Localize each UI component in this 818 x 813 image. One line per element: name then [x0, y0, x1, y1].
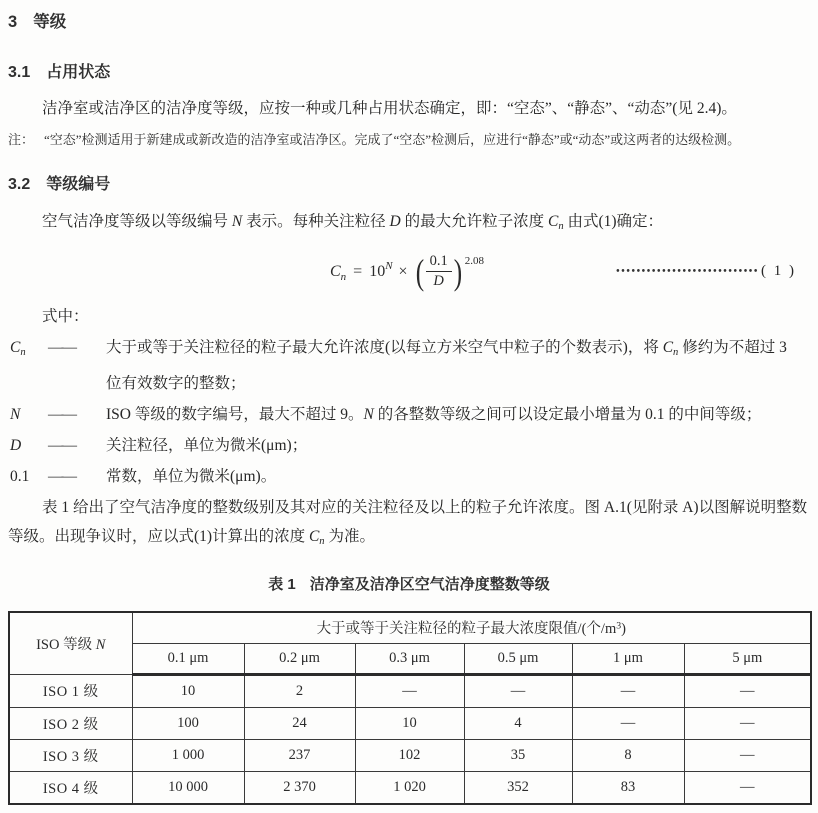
definition-d [10, 430, 810, 461]
cell: — [684, 771, 811, 804]
cell: — [684, 674, 811, 707]
cell: 1 000 [132, 739, 244, 771]
section-3-2-title: 等级编号 [46, 176, 111, 193]
definition-n-dash: —— [48, 405, 75, 423]
definition-d-term: D [10, 436, 22, 454]
cell: — [572, 674, 684, 707]
definition-01 [10, 461, 810, 492]
where-label: 式中： [42, 307, 89, 325]
cell: 1 020 [355, 771, 464, 804]
equation-1 [330, 253, 484, 291]
fraction-numerator: 0.1 [426, 253, 452, 272]
cell: 35 [464, 739, 572, 771]
definition-d-text: 关注粒径，单位为微米(μm)； [106, 436, 308, 454]
close-paren: ) [453, 251, 462, 292]
table-header-iso-class: ISO 等级 N [9, 612, 132, 675]
definition-n [10, 399, 810, 430]
formula-base: 10 [369, 262, 386, 280]
iso-cleanliness-class-table [8, 611, 812, 805]
class-number-paragraph: 空气洁净度等级以等级编号 N 表示。每种关注粒径 D 的最大允许粒子浓度 Cn 由式(1)确定： [42, 213, 664, 232]
cell: 24 [244, 707, 355, 739]
cell: 10 [355, 707, 464, 739]
note-label: 注： [8, 132, 35, 147]
table-intro-paragraph: 表 1 给出了空气洁净度的整数级别及其对应的关注粒径及以上的粒子允许浓度。图 A.1(见附录 A)以图解说明整数等级。出现争议时，应以式(1)计算出的浓度 Cn 为准。 [8, 498, 808, 547]
cell: 4 [464, 707, 572, 739]
formula-base-exponent: N [385, 259, 393, 272]
definition-cn-text: 大于或等于关注粒径的粒子最大允许浓度(以每立方米空气中粒子的个数表示)，将 Cn 修约为不超过 3 位有效数字的整数； [106, 338, 787, 392]
symbol-definitions [8, 332, 810, 492]
definition-cn-term: Cn [10, 338, 26, 358]
open-paren: ( [415, 251, 424, 292]
note-text: “空态”检测适用于新建成或新改造的洁净室或洁净区。完成了“空态”检测后，应进行“静态”或“动态”或这两者的达级检测。 [44, 132, 741, 147]
definition-n-text: ISO 等级的数字编号，最大不超过 9。N 的各整数等级之间可以设定最小增量为 0.1 的中间等级； [106, 405, 762, 423]
formula-exponent: 2.08 [464, 255, 484, 268]
row-label: ISO 4 级 [9, 771, 132, 804]
table-header-size-3: 0.5 μm [464, 643, 572, 674]
cell: 352 [464, 771, 572, 804]
cell: — [684, 707, 811, 739]
definition-cn-dash: —— [48, 338, 75, 356]
cell: 10 000 [132, 771, 244, 804]
cell: 237 [244, 739, 355, 771]
row-label: ISO 1 级 [9, 674, 132, 707]
row-label: ISO 2 级 [9, 707, 132, 739]
definition-01-dash: —— [48, 467, 75, 485]
section-3-title: 等级 [33, 13, 67, 31]
cell: 8 [572, 739, 684, 771]
note-paragraph [8, 124, 810, 156]
table-row-iso1 [9, 674, 811, 707]
times-sign: × [398, 262, 408, 280]
table-row-iso2 [9, 707, 811, 739]
formula-lhs-subscript: n [340, 270, 347, 283]
definition-cn [10, 332, 810, 399]
cell: — [572, 707, 684, 739]
definition-01-term: 0.1 [10, 467, 30, 485]
section-3-1-heading [8, 59, 810, 82]
table-header-size-2: 0.3 μm [355, 643, 464, 674]
cell: 2 [244, 674, 355, 707]
cell: — [464, 674, 572, 707]
occupancy-paragraph: 洁净室或洁净区的洁净度等级，应按一种或几种占用状态确定，即：“空态”、“静态”、“动态”(见 2.4)。 [42, 100, 737, 117]
cell: 2 370 [244, 771, 355, 804]
formula-lhs: C [330, 262, 341, 280]
equation-1-row [8, 244, 810, 300]
cell: — [355, 674, 464, 707]
section-3-1-number: 3.1 [8, 64, 31, 81]
definition-01-text: 常数，单位为微米(μm)。 [106, 467, 277, 485]
equals-sign: = [353, 262, 363, 280]
equation-number: ( 1 ) [761, 263, 796, 280]
table-1-caption [8, 573, 810, 594]
definition-d-dash: —— [48, 436, 75, 454]
equation-dotted-leader: •••••••••••••••••••••••••••• [616, 266, 759, 278]
section-3-2-heading [8, 171, 810, 194]
cell: 102 [355, 739, 464, 771]
table-1-caption-label: 表 1 [268, 575, 296, 593]
table-header-size-5: 5 μm [684, 643, 811, 674]
cell: — [684, 739, 811, 771]
table-header-size-0: 0.1 μm [132, 643, 244, 674]
fraction [426, 253, 452, 291]
table-header-size-4: 1 μm [572, 643, 684, 674]
section-3-number: 3 [8, 13, 18, 31]
cell: 100 [132, 707, 244, 739]
table-1-caption-title: 洁净室及洁净区空气洁净度整数等级 [309, 575, 550, 593]
section-3-2-number: 3.2 [8, 176, 31, 193]
table-row-iso4 [9, 771, 811, 804]
cell: 10 [132, 674, 244, 707]
section-3-1-title: 占用状态 [46, 64, 111, 81]
row-label: ISO 3 级 [9, 739, 132, 771]
definition-n-term: N [10, 405, 21, 423]
fraction-denominator: D [433, 273, 444, 290]
table-row-iso3 [9, 739, 811, 771]
table-header-size-1: 0.2 μm [244, 643, 355, 674]
section-3-heading [8, 0, 810, 32]
cell: 83 [572, 771, 684, 804]
table-header-concentration-limit: 大于或等于关注粒径的粒子最大浓度限值/(个$/m^3$) [132, 612, 811, 644]
